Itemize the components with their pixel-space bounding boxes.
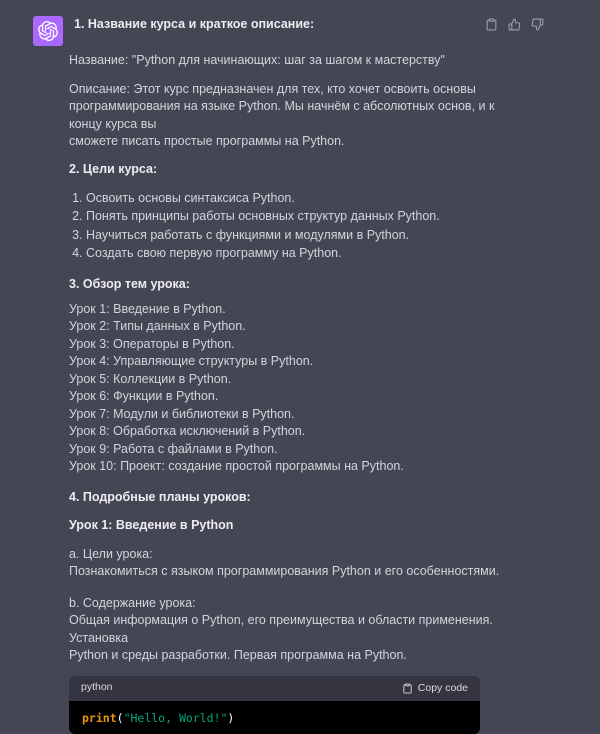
code-token-paren: (: [116, 710, 124, 725]
lesson-overview-line: Урок 6: Функции в Python.: [69, 389, 219, 403]
thumbs-up-button[interactable]: [508, 18, 521, 32]
section-heading-2: 2. Цели курса:: [69, 161, 158, 176]
section-heading-1: 1. Название курса и краткое описание:: [74, 17, 315, 31]
course-description-line: Описание: Этот курс предназначен для тех, кто хочет освоить основы: [69, 81, 476, 96]
lesson-overview-line: Урок 1: Введение в Python.: [69, 301, 226, 316]
lesson-1-content-block: [69, 595, 501, 665]
lesson-overview-list: [69, 301, 501, 476]
lesson-overview-line: Урок 7: Модули и библиотеки в Python.: [69, 406, 295, 421]
message-actions: [485, 18, 544, 32]
code-block-header: [69, 676, 480, 701]
copy-code-label: Copy code: [417, 682, 468, 694]
course-description-line: программирования на языке Python. Мы начнём с абсолютных основ, и к концу курса вы: [69, 99, 495, 131]
course-name-paragraph: Название: "Python для начинающих: шаг за шагом к мастерству": [69, 53, 445, 67]
thumbs-up-icon: [508, 18, 521, 31]
lesson-overview-line: Урок 8: Обработка исключений в Python.: [69, 424, 306, 438]
thumbs-down-icon: [531, 18, 544, 31]
openai-logo-icon: [38, 21, 58, 41]
lesson-overview-line: Урок 10: Проект: создание простой программы на Python.: [69, 459, 404, 473]
section-heading-3: 3. Обзор тем урока:: [69, 276, 190, 291]
copy-message-button[interactable]: [485, 18, 498, 32]
course-goals-list: [69, 190, 501, 263]
code-token-string: "Hello, World!": [123, 710, 228, 725]
lesson-overview-line: Урок 3: Операторы в Python.: [69, 336, 235, 351]
section-heading-4: 4. Подробные планы уроков:: [69, 489, 251, 504]
course-description-line: сможете писать простые программы на Python.: [69, 134, 345, 148]
goal-item: 1. Освоить основы синтаксиса Python.: [86, 190, 501, 208]
clipboard-icon: [402, 683, 413, 694]
code-token-paren: ): [227, 710, 235, 725]
lesson-overview-line: Урок 2: Типы данных в Python.: [69, 319, 246, 333]
lesson-1-heading: Урок 1: Введение в Python: [69, 517, 234, 532]
lesson-1-content-label: b. Содержание урока:: [69, 595, 196, 610]
goal-item: 4. Создать свою первую программу на Python.: [86, 245, 501, 263]
message-content: [69, 0, 501, 734]
copy-code-button[interactable]: [402, 682, 468, 694]
lesson-1-goals-text: Познакомиться с языком программирования Python и его особенностями.: [69, 564, 500, 578]
course-description-paragraph: [69, 81, 501, 151]
goal-item: 2. Понять принципы работы основных структур данных Python.: [86, 208, 501, 226]
thumbs-down-button[interactable]: [531, 18, 544, 32]
lesson-1-content-line: Общая информация о Python, его преимущества и области применения. Установка: [69, 613, 493, 645]
code-language-label: python: [81, 681, 113, 694]
code-block: [69, 676, 480, 734]
lesson-overview-line: Урок 9: Работа с файлами в Python.: [69, 441, 278, 456]
lesson-1-goals-block: [69, 546, 501, 581]
copy-icon: [485, 18, 498, 31]
avatar: [33, 16, 63, 46]
lesson-1-goals-label: a. Цели урока:: [69, 546, 153, 561]
lesson-overview-line: Урок 4: Управляющие структуры в Python.: [69, 354, 314, 368]
lesson-1-content-line: Python и среды разработки. Первая программа на Python.: [69, 648, 407, 662]
goal-item: 3. Научиться работать с функциями и модулями в Python.: [86, 227, 501, 245]
code-token-builtin: print: [82, 710, 117, 725]
code-content: [69, 701, 480, 734]
lesson-overview-line: Урок 5: Коллекции в Python.: [69, 371, 232, 386]
